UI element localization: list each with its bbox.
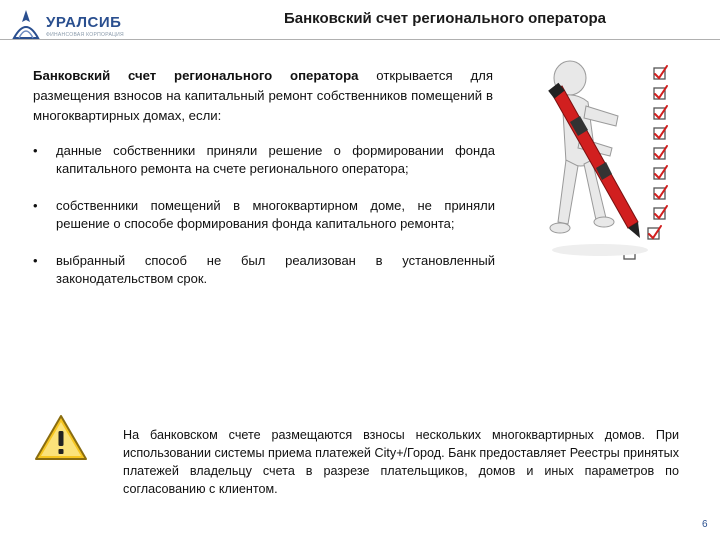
list-item: [33, 142, 495, 178]
page-title: Банковский счет регионального оператора: [283, 10, 607, 27]
warning-exclamation-icon: [33, 413, 89, 463]
header-divider: [0, 39, 720, 40]
list-item-text: собственники помещений в многоквартирном доме, не приняли решение о способе формирования фонда капитального ремонта;: [56, 198, 495, 231]
intro-rest-text: открывается для размещения взносов на капитальный ремонт собственников помещений в многоквартирных домах, если:: [33, 68, 493, 123]
logo-text: УРАЛСИБ: [46, 14, 122, 31]
page-number: 6: [702, 519, 708, 530]
conditions-list: [33, 142, 495, 307]
bullet-marker: •: [33, 143, 38, 158]
list-item-text: данные собственники приняли решение о формировании фонда капитального ремонта на счете регионального оператора;: [56, 143, 495, 176]
intro-bold-text: Банковский счет регионального оператора: [33, 68, 359, 83]
figure-with-pencil-checklist-icon: [540, 52, 700, 268]
list-item-text: выбранный способ не был реализован в установленный законодательством срок.: [56, 253, 495, 286]
list-item: [33, 197, 495, 233]
logo-subtitle: ФИНАНСОВАЯ КОРПОРАЦИЯ: [46, 32, 124, 38]
bullet-marker: •: [33, 253, 38, 268]
intro-paragraph: [33, 66, 493, 126]
uralsib-logo-icon: [10, 8, 42, 42]
bullet-marker: •: [33, 198, 38, 213]
list-item: [33, 252, 495, 288]
slide-header: [0, 0, 720, 48]
info-note: На банковском счете размещаются взносы нескольких многоквартирных домов. При использовании системы приема платежей City+/Город. Банк предоставляет Реестры принятых платежей владельцу счета в разрезе плательщиков, домов и иных параметров по согласованию с клиентом.: [123, 428, 679, 496]
